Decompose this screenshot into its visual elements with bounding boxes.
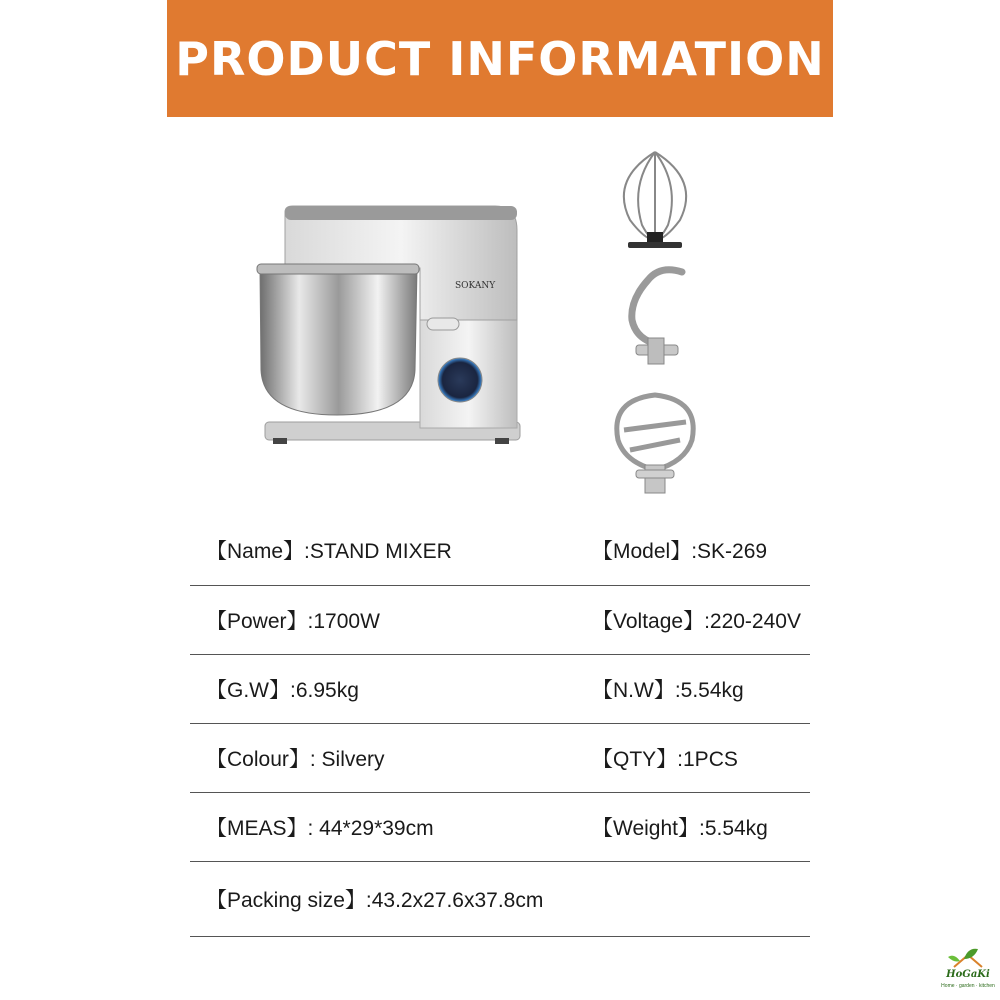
spec-row xyxy=(190,793,810,862)
spec-voltage: 【Voltage】:220-240V xyxy=(592,610,801,633)
dough-hook-icon xyxy=(632,270,682,345)
brand-label: SOKANY xyxy=(455,281,496,291)
hogaki-logo xyxy=(940,945,996,995)
house-leaf-icon xyxy=(940,945,996,971)
spec-packing-size: 【Packing size】:43.2x27.6x37.8cm xyxy=(206,889,544,912)
spec-measurements: 【MEAS】: 44*29*39cm xyxy=(206,817,434,840)
page-title: PRODUCT INFORMATION xyxy=(175,31,825,86)
spec-row xyxy=(190,515,810,586)
attachments-image xyxy=(600,140,710,500)
spec-row xyxy=(190,586,810,655)
header-banner xyxy=(167,0,833,117)
spec-row xyxy=(190,655,810,724)
spec-gross-weight: 【G.W】:6.95kg xyxy=(206,679,359,702)
stand-mixer-image xyxy=(255,200,535,460)
spec-power: 【Power】:1700W xyxy=(206,610,380,633)
spec-colour: 【Colour】: Silvery xyxy=(206,748,385,771)
spec-table xyxy=(190,515,810,937)
logo-name: HoGaKi xyxy=(946,969,990,980)
spec-model: 【Model】:SK-269 xyxy=(592,540,768,563)
spec-weight: 【Weight】:5.54kg xyxy=(592,817,768,840)
flat-beater-icon xyxy=(617,395,693,470)
spec-net-weight: 【N.W】:5.54kg xyxy=(592,679,744,702)
spec-row xyxy=(190,862,810,937)
spec-quantity: 【QTY】:1PCS xyxy=(592,748,738,771)
spec-row xyxy=(190,724,810,793)
logo-tagline: Home · garden · kitchen xyxy=(941,983,995,989)
spec-name: 【Name】:STAND MIXER xyxy=(206,540,452,563)
whisk-icon xyxy=(624,152,686,240)
